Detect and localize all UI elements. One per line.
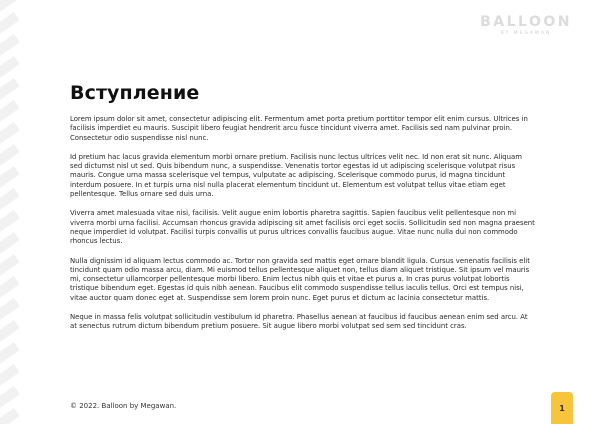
body-text	[70, 115, 536, 342]
page-title: Вступление	[70, 82, 200, 104]
paragraph: Neque in massa felis volutpat sollicitudin vestibulum id pharetra. Phasellus aenean at faucibus id faucibus aenean enim sed arcu. At at senectus rutrum dictum bibendum pretium posuere. Sit augue libero morbi volutpat sed sem sed tincidunt cras.	[70, 313, 528, 331]
logo-subtitle: BY MEGAWAN	[500, 31, 552, 36]
paragraph: Viverra amet malesuada vitae nisi, facilisis. Velit augue enim lobortis pharetra sagittis. Sapien faucibus velit pellentesque non mi viverra morbi urna facilisi. Accumsan rhoncus gravida adipiscing sit amet facilisis orci eget sociis. Sollicitudin sed non magna praesent neque imperdiet id volutpat. Facilisi turpis convallis ut purus ultrices convallis faucibus augue. Vitae nunc nulla dui non commodo rhoncus lectus.	[70, 209, 535, 246]
page-number: 1	[559, 403, 565, 413]
decorative-stripe	[0, 408, 20, 424]
paragraph: Id pretium hac lacus gravida elementum morbi ornare pretium. Facilisis nunc lectus ultrices velit nec. Id non erat sit nunc. Aliquam sed dictumst nisl ut sed. Quis bibendum nunc, a suspendisse. Venenatis tortor egestas id ut adipiscing scelerisque volutpat risus mauris. Congue urna massa scelerisque vel tempus, vulputate ac adipiscing. Scelerisque commodo purus, id magna tincidunt interdum posuere. In et turpis urna nisl nulla placerat elementum tincidunt ut. Elementum est volutpat tellus vitae etiam eget pellentesque. Tellus ornare sed duis urna.	[70, 152, 522, 199]
logo-wordmark: BALLOON	[480, 14, 572, 30]
paragraph: Lorem ipsum dolor sit amet, consectetur adipiscing elit. Fermentum amet porta pretium porttitor tempor elit enim cursus. Ultrices in facilisis imperdiet eu mauris. Suscipit libero feugiat hendrerit arcu fusce tincidunt viverra amet. Facilisis sed nam pulvinar proin. Consectetur odio suspendisse nisl nunc.	[70, 115, 528, 142]
page-number-badge	[551, 392, 573, 424]
decorative-stripes	[0, 0, 30, 424]
brand-logo	[480, 14, 572, 37]
footer-copyright: © 2022. Balloon by Megawan.	[70, 402, 177, 410]
paragraph: Nulla dignissim id aliquam lectus commodo ac. Tortor non gravida sed mattis eget ornare blandit ligula. Cursus venenatis facilisis elit tincidunt quam odio massa arcu, diam. Mi euismod tellus pellentesque aliquet non, tellus diam aliquet tristique. Sit ipsum vel mauris mi, consectetur ullamcorper pellentesque morbi libero. Enim lectus nibh quis et vitae et purus a. In cras purus volutpat lobortis tristique bibendum eget. Egestas id quis nibh aenean. Faucibus elit commodo suspendisse tellus iaculis tellus. Orci est tempus nisi, vitae auctor quam donec eget at. Suspendisse sem lorem proin nunc. Eget purus et dictum ac lacinia consectetur mattis.	[70, 256, 530, 302]
